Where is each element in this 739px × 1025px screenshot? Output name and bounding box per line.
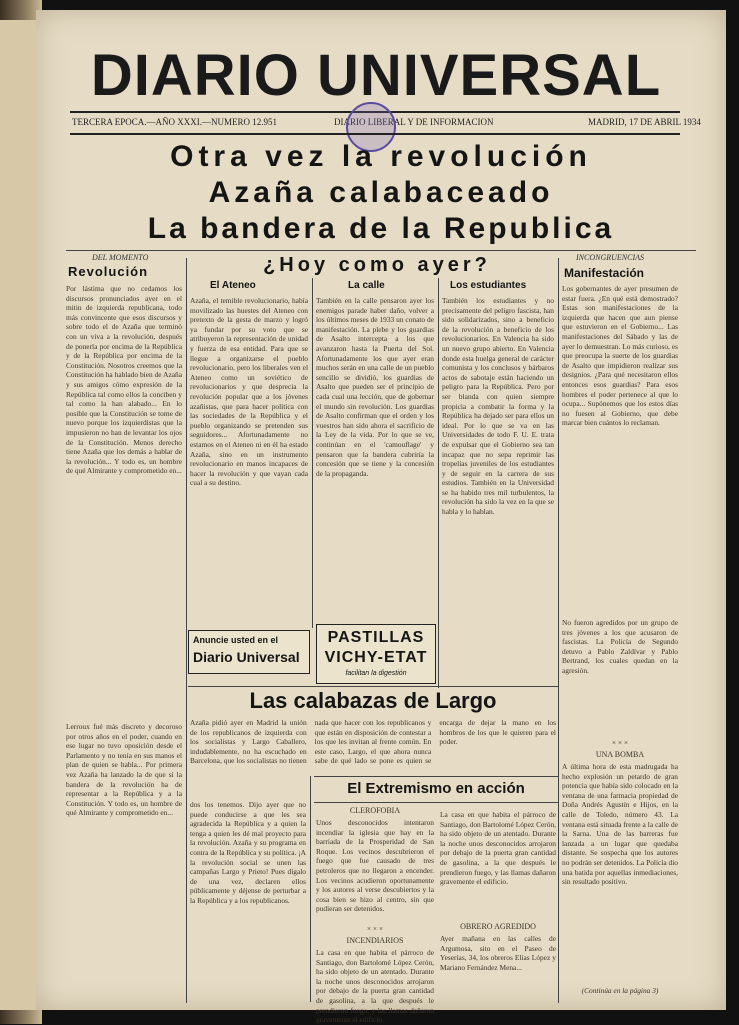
headline-azana: Azaña calabaceado bbox=[208, 176, 554, 209]
left-column-title: Revolución bbox=[68, 264, 149, 279]
ad-left-line2: Diario Universal bbox=[193, 649, 300, 665]
ad-left-line1: Anuncie usted en el bbox=[193, 635, 279, 645]
estudiantes-title: Los estudiantes bbox=[450, 280, 527, 291]
bottom-left-body: dos los tenemos. Dijo ayer que no puede conducirse a que les sea agradecida la República y a quien la tenga a quien les dé mal proyecto para la revolución. Azaña y su programa en contra de la República y su política. ¡A la revolución social se unen las campañas Largo y Prieto! Pues dígalo de una vez, declaren ellos públicamente y déjense de perturbar a la República y a los republicanos. bbox=[190, 800, 306, 905]
obrero-agredido-body: Ayer mañana en las calles de Argumosa, sito en el Paseo de Yeserías, 34, los obreros Elías López y Mariano Fernández Mena... bbox=[440, 934, 556, 972]
newspaper-page bbox=[36, 10, 726, 1025]
obrero-agredido-title: OBRERO AGREDIDO bbox=[460, 922, 536, 931]
masthead-title: DIARIO UNIVERSAL bbox=[90, 43, 662, 108]
masthead-subtitle: DIARIO LIBERAL Y DE INFORMACION bbox=[334, 117, 494, 127]
clerofobia-body: Unos desconocidos intentaron incendiar la iglesia que hay en la barriada de la Prosperidad de San Roque. Los vecinos descubrieron el fuego que fue causado de tres petroleros que no llegaron a encender. Los vecinos acudieron oportunamente y los autores al verse descubiertos y la cosa bien se hizo al centro, sin que pudieran ser detenidos. bbox=[316, 818, 434, 914]
calle-body: También en la calle pensaron ayer los enemigos parade haber daño, volver a los últimos meses de 1933 un conato de manifestación. La plebe y los guardias de Asalto intercepta a los que avanzaron hasta la Puerta del Sol. Afortunadamente los que ayer eran muchos serán en una calle de un pueblo sencillo se dividió, los guardias de Asalto que pueden ser el principio de cada cual una lección, que de gobernar el mundo sin revolución. Los guardias de Asalto confirman que el orden y los vuestros han sido ahora el sacrificio de la Ley de la vida. Por lo que se ve, continúan en el 'camouflage' y pensaron que la bandera cubriría la concesión que se tiene y la concesión de la propaganda. bbox=[316, 296, 434, 478]
bomb-body: A última hora de esta madrugada ha hecho explosión un petardo de gran potencia que había sido colocado en la ventana de una farmacia propiedad de Doña Andrés Agustín e Hijos, en la calle de Toledo, número 43. La ventana está situada frente a la calle de la Sarna. Una de las barreras fue lanzada a un lugar que quedaba distante. Se sospecha que los autores no podrán ser detenidos. La Policía dio una batida por aquellas inmediaciones, sin resultado positivo. bbox=[562, 762, 678, 887]
column-rule-3 bbox=[438, 278, 439, 688]
extremismo-separator: × × × bbox=[366, 924, 384, 933]
ad-right-line3: facilitan la digestión bbox=[345, 670, 407, 677]
calabazas-rule bbox=[188, 686, 558, 687]
masthead-rule-bottom bbox=[70, 133, 680, 135]
continued-note: (Continúa en la página 3) bbox=[581, 986, 659, 995]
column-rule-4 bbox=[558, 258, 559, 1003]
right-separator: × × × bbox=[611, 738, 629, 747]
calabazas-body: Azaña pidió ayer en Madrid la unión de los republicanos de izquierda con los socialistas y Largo Caballero, indudablemente, no ha escuchado en Barcelona, que los socialistas no tienen nada que hacer con los republicanos y que están en disposición de contestar a los que les invitan al frente común. En este caso, Largo, el que ahora nunca sabe de qué lado se pone es quien se encarga de dejar la mano en los hombros de los que le quieren para el poder. bbox=[190, 718, 556, 766]
ateneo-body: Azaña, el temible revolucionario, había movilizado las huestes del Ateneo con pretexto de la gesta de marzo y logró ya fundar por su voto que se atribuyeron la representación de unidad y fuerza de esa entidad. Para que se llegue a organizarse el pueblo revolucionario, pero los liberales ven el Ateneo como un soviético de revolucionarios y que desprecia la revolución popular que a los jóvenes azañistas, que para hacer política con las sociedades de la República y el pueblo organizando se pretenden sus seguidores... Afortunadamente no estamos en el Ateneo ni en él ha estado Azaña, sino en un instrumento revolucionario en manos incapaces de hacer la revolución y que vayan cada cual a su destino. bbox=[190, 296, 308, 488]
estudiantes-body: También los estudiantes y no precisamente del peligro fascista, han sido solidarizados, sino a beneficio de la revolución a beneficio de los revolucionarios. En Valencia ha sido un nuevo grupo abierto. En Valencia donde esta huelga general de carácter comunista y los conclusos y bárbaros actos de sabotaje están haciendo un peligro para la República. Pero por ser blanda con quien siempre propicia a combatir la forma y la República ha dejado ser para ellos un ideal. Por lo que se va en las Universidades de todo F. U. E. trata de expulsar que el Gobierno sea tan incapaz que no sepa reprimir las tropelías juveniles de los estudiantes y de seguir en la carrera de sus estudios. También en la Universidad se ha habido tres mil turbulentos, la revolución ha sido la vez en la que se habla y lo hablan. bbox=[442, 296, 554, 517]
column-rule-2 bbox=[312, 278, 313, 628]
extremismo-rule-bottom bbox=[314, 802, 558, 803]
ad-right-line2: VICHY-ETAT bbox=[324, 649, 428, 666]
extremismo-title: El Extremismo en acción bbox=[347, 780, 525, 797]
ateneo-title: El Ateneo bbox=[210, 280, 256, 291]
bomb-title: UNA BOMBA bbox=[595, 750, 645, 759]
issue-date: MADRID, 17 DE ABRIL 1934 bbox=[588, 117, 701, 127]
ad-right-line1: PASTILLAS bbox=[327, 629, 425, 646]
left-kicker: DEL MOMENTO bbox=[92, 253, 149, 262]
left-column-body: Por lástima que no cedamos los discursos pronunciados ayer en el mitin de izquierda republicana, todo más convincente que esos discursos y sobre todo el de Azaña que terminó con un viva a la revolución, después de ponerla por encima de la República y de la República por encima de la Constitución. Nosotros creemos que la Constitución ha hablado bien de Azaña y sus amigos cómo expresión de la República tal como ellos la conciben y tal como la han alabado... En lo posible que la Constitución se tome de nuevo porque los izquierdistas que la impusieron no han de levantar los ojos de la Constitución. Menos derecho tiene Azaña que los demás a hablar de la revolución... Y todo es, un hombre de qué Almirante y comprometido en... bbox=[66, 284, 182, 476]
ad-diario-universal bbox=[188, 630, 310, 674]
headline-bandera: La bandera de la Republica bbox=[147, 212, 615, 245]
headline-divider bbox=[66, 250, 696, 251]
incendiarios-body: La casa en que habita el párroco de Santiago, don Bartolomé López Cerón, ha sido objeto de un atentado. Durante la noche unos desconocidos arrojaron por debajo de la puerta gran cantidad de gasolina, a la que después le prendieron fuego, y las llamas dañaron gravemente el edificio. bbox=[316, 948, 434, 1025]
center-headline: ¿Hoy como ayer? bbox=[263, 254, 491, 276]
right-kicker: INCONGRUENCIAS bbox=[576, 253, 644, 262]
column-rule-1 bbox=[186, 258, 187, 1003]
calle-title: La calle bbox=[348, 280, 385, 291]
extremismo-rule-top bbox=[314, 776, 558, 777]
facing-page-edge bbox=[0, 20, 36, 1010]
calabazas-title: Las calabazas de Largo bbox=[249, 688, 497, 713]
ad-pastillas-vichy bbox=[316, 624, 436, 684]
right-column-body-2: No fueron agredidos por un grupo de tres jóvenes a los que acusaron de fascistas. La Policía de Segundo detuvo a Pablo Zaldívar y Pablo Bertrand, los cuales quedan en la agresión. bbox=[562, 618, 678, 675]
extremismo-col2-body: La casa en que habita el párroco de Santiago, don Bartolomé López Cerón, ha sido objeto de un atentado. Durante la noche unos desconocidos arrojaron por debajo de la puerta gran cantidad de gasolina, a la que después le prendieron fuego, y las llamas dañaron gravemente el edificio. bbox=[440, 810, 556, 887]
clerofobia-title: CLEROFOBIA bbox=[349, 806, 401, 815]
right-column-title: Manifestación bbox=[564, 266, 645, 280]
left-column-body-continued: Lerroux fué más discreto y decoroso por otros años en el poder, cuando en ese lugar no tuvo oposición desde el Parlamento y no tenía en sus manos el plan de quien se habla... Por primera vez Azaña ha lanzado la de que si la bandera de la revolución ha de representar a la República y a la Constitución. Y todo es, un hombre de qué Almirante y comprometido en... bbox=[66, 722, 182, 818]
column-rule-5 bbox=[310, 776, 311, 1002]
headline-revolucion: Otra vez la revolución bbox=[170, 140, 592, 173]
edition-info: TERCERA EPOCA.—AÑO XXXI.—NUMERO 12.951 bbox=[72, 117, 278, 127]
incendiarios-title: INCENDIARIOS bbox=[346, 936, 404, 945]
right-column-body: Los gobernantes de ayer presumen de estar fuera. ¿En qué está demostrado? Estas son manifestaciones de la izquierda que hacen que aun piense que estuvieron en el Gobierno... Las manifestaciones del Sábado y las de ayer lo demuestran. Lo más curioso, es que preocupa la suerte de los guardias de Asalto que impidieron realizar sus designios. ¿Para qué necesitaron ellos entonces esos guardias? Para esos hombres el poder pertenece al que lo ocupa... Supónemos que los estos días no fuesen al Gobierno, que debe marcar bien cuántos lo reclaman. bbox=[562, 284, 678, 428]
